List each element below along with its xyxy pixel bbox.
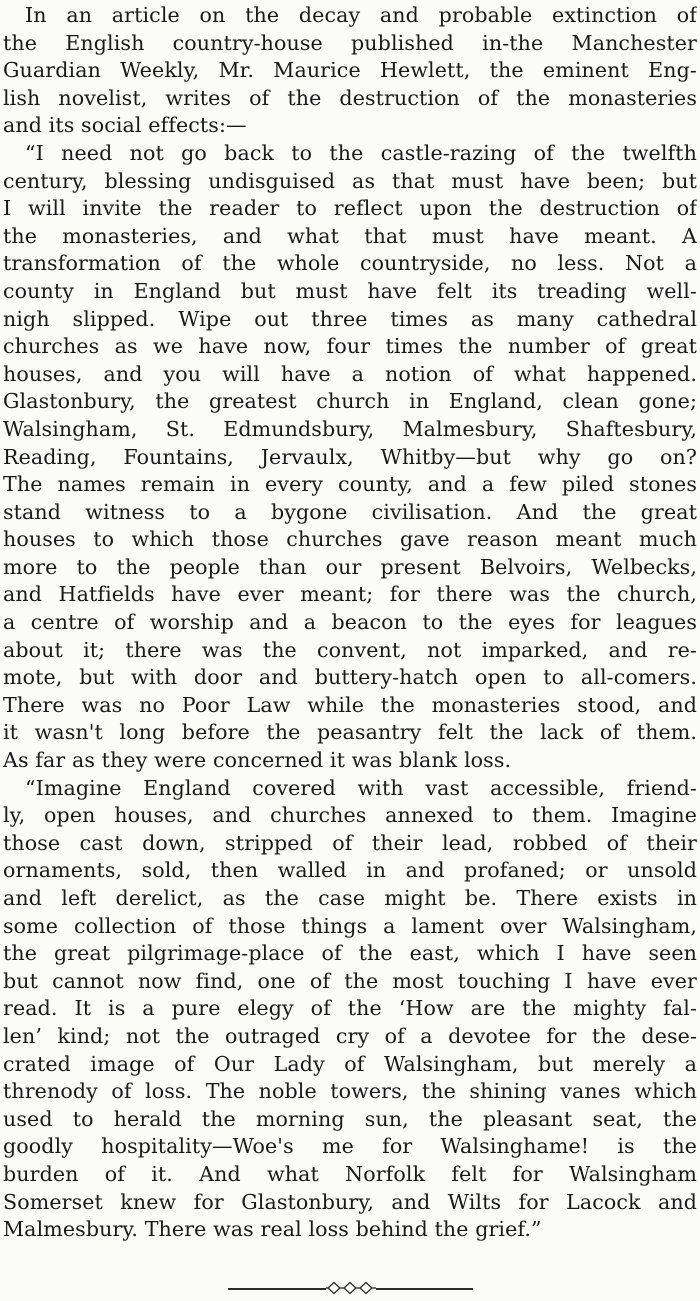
text-line: used to herald the morning sun, the pleasant seat, the	[3, 1106, 697, 1131]
section-divider	[228, 1282, 473, 1296]
diamond-ornament-icon	[326, 1281, 376, 1295]
text-line: There was no Poor Law while the monasteries stood, and	[3, 692, 697, 717]
text-line: about it; there was the convent, not imparked, and re-	[3, 637, 697, 662]
text-line: Somerset knew for Glastonbury, and Wilts for Lacock and	[3, 1189, 697, 1214]
text-line: houses to which those churches gave reason meant much	[3, 527, 697, 552]
text-line: houses, and you will have a notion of what happened.	[3, 361, 697, 386]
text-line: county in England but must have felt its treading well-	[3, 278, 697, 303]
text-line: crated image of Our Lady of Walsingham, but merely a	[3, 1051, 697, 1076]
text-line: Glastonbury, the greatest church in England, clean gone;	[3, 389, 697, 414]
text-line: “I need not go back to the castle-razing of the twelfth	[25, 140, 697, 165]
text-line: threnody of loss. The noble towers, the shining vanes which	[3, 1079, 697, 1104]
text-line: some collection of those things a lament over Walsingham,	[3, 913, 697, 938]
text-line: century, blessing undisguised as that must have been; but	[3, 168, 697, 193]
text-line: and its social effects:—	[3, 113, 247, 138]
text-line: I will invite the reader to reflect upon the destruction of	[3, 196, 697, 221]
text-line: burden of it. And what Norfolk felt for Walsingham	[3, 1161, 697, 1186]
text-line: Malmesbury. There was real loss behind the grief.”	[3, 1217, 542, 1242]
quote-paragraph-1	[3, 140, 697, 775]
text-line: but cannot now find, one of the most touching I have ever	[3, 968, 697, 993]
text-line: Guardian Weekly, Mr. Maurice Hewlett, the eminent Eng-	[3, 58, 697, 83]
text-line: Reading, Fountains, Jervaulx, Whitby—but why go on?	[3, 444, 697, 469]
text-line: it wasn't long before the peasantry felt the lack of them.	[3, 720, 697, 745]
text-line: lish novelist, writes of the destruction of the monasteries	[3, 85, 697, 110]
text-line: In an article on the decay and probable extinction of	[25, 3, 697, 27]
text-line: the monasteries, and what that must have meant. A	[3, 223, 697, 248]
text-line: mote, but with door and buttery-hatch open to all-comers.	[3, 665, 697, 690]
text-line: and left derelict, as the case might be. There exists in	[3, 886, 697, 910]
text-line: the English country-house published in-the Manchester	[3, 30, 697, 55]
text-line: stand witness to a bygone civilisation. And the great	[3, 499, 697, 524]
text-line: len’ kind; not the outraged cry of a devotee for the dese-	[3, 1023, 697, 1048]
divider-rule-right	[376, 1288, 473, 1290]
text-line: ornaments, sold, then walled in and profaned; or unsold	[3, 858, 697, 883]
divider-rule-left	[228, 1288, 326, 1290]
text-line: ly, open houses, and churches annexed to them. Imagine	[3, 803, 697, 828]
article-column	[3, 2, 697, 1244]
text-line: churches as we have now, four times the number of great	[3, 334, 697, 359]
text-line: transformation of the whole countryside, no less. Not a	[3, 251, 697, 276]
text-line: read. It is a pure elegy of the ‘How are the mighty fal-	[3, 996, 697, 1021]
text-line: goodly hospitality—Woe's me for Walsinghame! is the	[3, 1134, 697, 1159]
text-line: “Imagine England covered with vast accessible, friend-	[25, 775, 697, 800]
text-line: a centre of worship and a beacon to the eyes for leagues	[3, 610, 697, 635]
quote-paragraph-2	[3, 775, 697, 1244]
text-line: those cast down, stripped of their lead, robbed of their	[3, 830, 697, 855]
text-line: As far as they were concerned it was blank loss.	[3, 748, 512, 773]
text-line: nigh slipped. Wipe out three times as many cathedral	[3, 306, 697, 331]
text-line: the great pilgrimage-place of the east, which I have seen	[3, 941, 697, 966]
text-line: The names remain in every county, and a few piled stones	[3, 472, 697, 497]
text-line: and Hatfields have ever meant; for there was the church,	[3, 582, 697, 607]
text-line: Walsingham, St. Edmundsbury, Malmesbury, Shaftesbury,	[3, 416, 697, 441]
intro-paragraph	[3, 2, 697, 140]
text-line: more to the people than our present Belvoirs, Welbecks,	[3, 554, 697, 579]
